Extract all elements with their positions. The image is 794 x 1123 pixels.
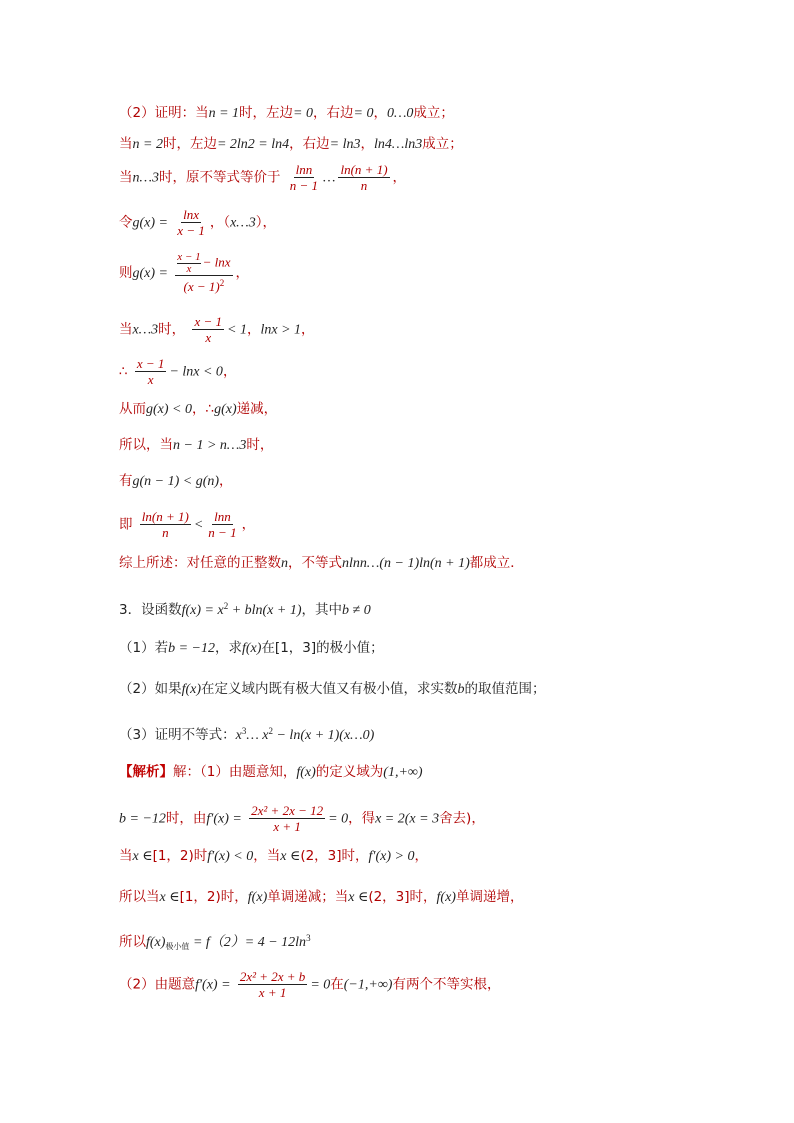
math: n − 1 > n…3	[173, 438, 247, 453]
text: 递减，	[236, 401, 278, 417]
math: n = 1	[208, 106, 240, 121]
proof-line-3	[119, 162, 406, 193]
text: 单调递增，	[455, 889, 524, 905]
question-3	[119, 721, 374, 746]
math: = 0	[328, 811, 349, 827]
fraction: $\frac{\ln(n + 1)}{n}$	[340, 162, 388, 193]
math: (−1,+∞)	[343, 977, 393, 993]
proof-line-12	[119, 553, 524, 574]
text: 成立；	[422, 136, 463, 152]
text: ，不等式	[288, 555, 342, 571]
text: 所以当	[119, 889, 160, 905]
math: g(x)	[214, 402, 237, 417]
question-2	[119, 679, 546, 700]
text: （2）由题意	[119, 976, 196, 993]
math: x ∈	[132, 849, 153, 864]
math: = 2ln2 = ln4	[216, 137, 290, 152]
text: 令	[119, 214, 133, 231]
text: ，	[301, 321, 315, 338]
math: x ∈	[348, 890, 369, 905]
math: < 1	[227, 322, 247, 338]
fraction: $\frac{\ln x}{x - 1}$	[177, 207, 205, 238]
proof-line-4	[119, 207, 276, 238]
proof-line-10	[119, 471, 233, 492]
text: ，（	[209, 214, 231, 231]
proof-line-1	[119, 103, 454, 124]
text: 3．设函数	[119, 602, 182, 618]
text: (2，3]时，	[368, 889, 437, 905]
fraction: $\frac{x - 1}{x}$	[136, 356, 165, 387]
math: n…3	[132, 170, 159, 186]
text: ，	[373, 105, 387, 121]
text: 所以	[119, 934, 146, 950]
fraction: $\frac{\ln n}{n - 1}$	[208, 509, 237, 540]
text: （2）证明：当	[119, 105, 209, 121]
math: = 0	[293, 106, 313, 121]
math: x ∈	[159, 890, 180, 905]
text: 则	[119, 265, 133, 281]
text: 的定义域为	[315, 764, 384, 780]
math: (1,+∞)	[383, 765, 423, 780]
math: g(x) < 0	[146, 402, 192, 417]
text: 从而	[119, 401, 146, 417]
math: g(x) =	[132, 215, 168, 231]
text: ，	[246, 321, 261, 338]
text: ），	[255, 214, 277, 231]
text: 当	[119, 321, 133, 338]
math: − lnx < 0	[169, 364, 223, 380]
solution-line-6	[119, 969, 500, 1000]
proof-line-5	[119, 252, 249, 294]
proof-line-2	[119, 134, 463, 155]
fraction: $\frac{x - 1}{x}$ − lnx $(x - 1)^2$	[177, 251, 231, 294]
text: ，	[360, 136, 374, 152]
math: g(n − 1) < g(n)	[132, 474, 220, 489]
text: （2）如果	[119, 681, 182, 697]
analysis-tag: 【解析】	[119, 764, 173, 780]
text: 即	[119, 516, 133, 533]
question-1	[119, 638, 384, 659]
math: $f(x) = x^2 + bln(x + 1)$	[181, 601, 302, 618]
math: f(x)	[242, 641, 262, 656]
text: 所以，当	[119, 437, 173, 453]
proof-line-8	[119, 399, 277, 420]
fraction: $\frac{\text{2x² + 2x + b}}{x + 1}$	[239, 969, 306, 1000]
text: 当	[119, 136, 133, 152]
math: f′(x) < 0	[207, 849, 254, 864]
proof-line-9	[119, 435, 273, 456]
text: 当	[119, 848, 133, 864]
text: ，得	[348, 810, 376, 827]
text: 在[1，3]的极小值；	[261, 640, 384, 656]
text: 有两个不等实根，	[392, 976, 501, 993]
math: b ≠ 0	[342, 603, 371, 618]
math: f(x)	[436, 890, 456, 905]
text: ∴	[119, 363, 128, 380]
solution-line-4	[119, 887, 523, 908]
math: = ln3	[329, 137, 361, 152]
text: ，	[414, 848, 428, 864]
math: = 0	[310, 977, 331, 993]
math: $x^3\dots$ $x^2 - \ln(x$ + 1)(x…0)	[235, 726, 375, 743]
text: ，	[222, 363, 237, 380]
text: 都成立．	[469, 555, 524, 571]
proof-line-7	[119, 356, 236, 387]
math: f′(x) > 0	[368, 849, 415, 864]
math: f(x)	[296, 765, 316, 780]
math: x…3	[230, 215, 256, 231]
proof-line-11	[119, 509, 255, 540]
solution-line-2	[119, 803, 485, 834]
text: （3）证明不等式：	[119, 727, 236, 743]
math: f′(x) =	[195, 977, 231, 993]
math: x ∈	[280, 849, 301, 864]
math: = 0	[353, 106, 374, 121]
text: 在	[330, 976, 344, 993]
text: 成立；	[413, 105, 454, 121]
text: ，求	[215, 640, 242, 656]
math: n = 2	[132, 137, 163, 152]
math: b = −12	[168, 641, 215, 656]
math: lnx > 1	[260, 322, 302, 338]
text: 舍去)，	[439, 810, 485, 827]
text: ，∴	[192, 401, 215, 417]
math: n	[281, 556, 288, 571]
math: g(x) =	[132, 266, 168, 281]
text: ，右边	[313, 105, 354, 121]
math: x = 2(x = 3	[375, 811, 440, 827]
text: 时，	[246, 437, 274, 453]
proof-line-6	[119, 314, 315, 345]
math: x…3	[132, 322, 159, 338]
math: …	[323, 170, 336, 186]
text: ，	[219, 473, 233, 489]
text: 时，原不等式等价于	[158, 169, 281, 186]
math: nlnn…(n − 1)ln(n + 1)	[342, 556, 470, 571]
fraction: $\frac{\ln n}{n - 1}$	[289, 162, 319, 193]
text: ，当	[253, 848, 281, 864]
math: f′(x) =	[206, 811, 242, 827]
math: f(x)	[247, 890, 268, 905]
math: ln4…ln3	[373, 137, 423, 152]
text: 解：（1）由题意知，	[173, 764, 297, 780]
fraction: $\frac{x - 1}{x}$	[194, 314, 223, 345]
text: (2，3]时，	[300, 848, 369, 864]
text: 时，左边	[162, 136, 217, 152]
math: b	[457, 682, 465, 697]
math: b = −12	[119, 811, 166, 827]
fraction: $\frac{\ln(n + 1)}{n}$	[141, 509, 189, 540]
solution-line-3	[119, 846, 428, 867]
solution-line-1	[119, 762, 423, 783]
text: 在定义域内既有极大值又有极小值，求实数	[201, 681, 458, 697]
text: （1）若	[119, 640, 169, 656]
solution-line-5	[119, 928, 311, 957]
problem-3-statement	[119, 596, 371, 621]
text: ，其中	[301, 602, 343, 618]
text: 的取值范围；	[464, 681, 546, 697]
math: 0…0	[386, 106, 414, 121]
text: 单调递减；当	[267, 889, 349, 905]
text: ，	[241, 516, 256, 533]
text: ，	[392, 169, 407, 186]
math: f(x)	[181, 682, 202, 697]
text: 时，左边	[239, 105, 294, 121]
text: [1，2)时	[152, 848, 208, 864]
text: 时，	[158, 321, 186, 338]
math: $f(x)_{极小值} = f(2)= 4 - 12\ln^3$	[146, 933, 311, 951]
text: 综上所述：对任意的正整数	[119, 555, 281, 571]
text: 当	[119, 169, 133, 186]
math: <	[193, 517, 204, 533]
text: ，右边	[289, 136, 330, 152]
text: 有	[119, 473, 133, 489]
text: ，	[235, 265, 250, 281]
text: [1，2)时，	[179, 889, 248, 905]
text: 时，由	[165, 810, 207, 827]
fraction: $\frac{\text{2x² + 2x − 12}}{x + 1}$	[251, 803, 324, 834]
